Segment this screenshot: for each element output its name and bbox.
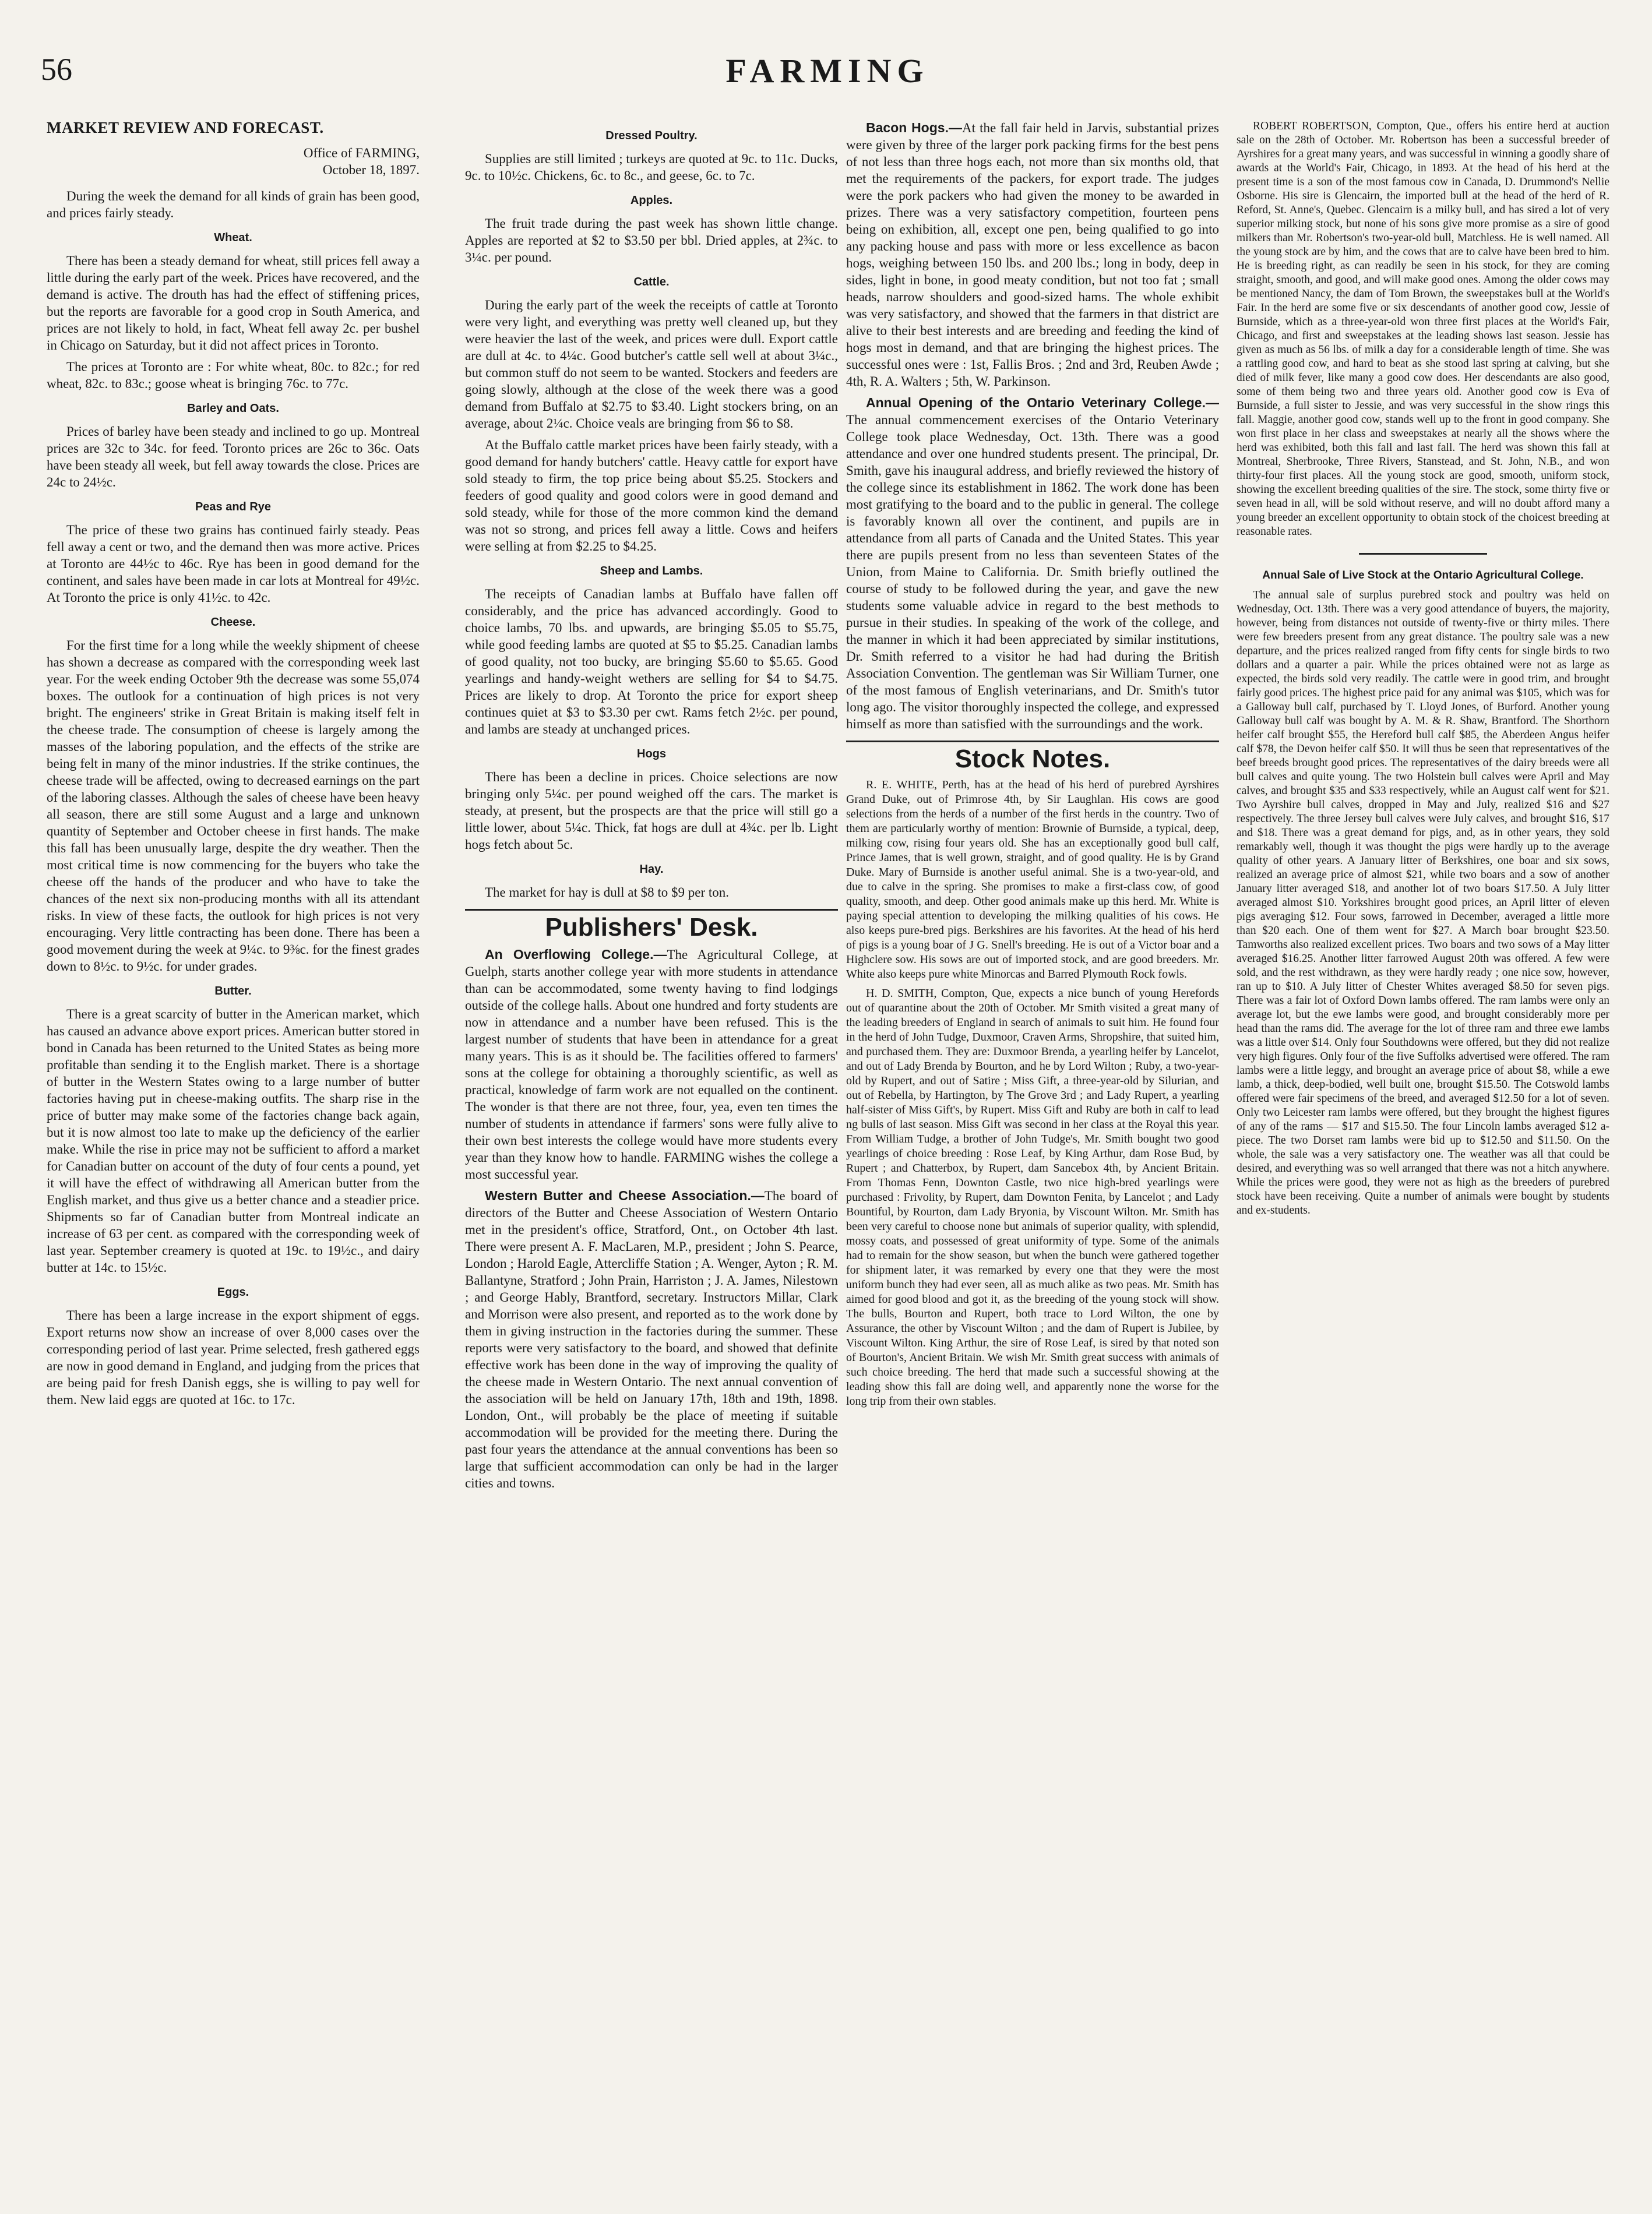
publishers-desk-title: Publishers' Desk. [545,913,758,942]
bacon-heading: Bacon Hogs.— [866,120,962,135]
column-1 [47,119,420,2194]
publication-title: FARMING [725,52,929,90]
hay-paragraph: The market for hay is dull at $8 to $9 per ton. [485,885,730,900]
butter-paragraph: There is a great scarcity of butter in the American market, which has caused an advance above export prices. American butter stored in bond in Canada has been returned to the United States as being more profitable than sending it to the English market. There is a shortage of butter in the Western States owing to a large number of butter factories having put in cheese-making outfits. The sharp rise in the price of butter may make some of the factories change back again, but it is now almost too late to make up the deficiency of the earlier make. While the rise in price may not be sufficient to afford a market for Canadian butter on account of the duty of four cents a pound, yet it will have the effect of withdrawing all American butter from the English market, and thus give us a better chance and a steadier price. Shipments so far of Canadian butter from Montreal indicate an increase of 63 per cent. as compared with the corresponding week of last year. September creamery is quoted at 19c. to 19½c., and dairy butter at 14c. to 15½c. [47,1007,420,1275]
cattle-heading: Cattle. [633,276,670,288]
poultry-heading: Dressed Poultry. [605,129,698,142]
hd-smith-note: H. D. SMITH, Compton, Que, expects a nice bunch of young Herefords out of quarantine about the 20th of October. Mr Smith visited a great many of the leading breeders of England in search of animals to suit him. He found four in the herd of John Tudge, Duxmoor, Craven Arms, Shropshire, that suited him, and purchased them. They are: Duxmoor Brenda, a yearling heifer by Lancelot, and out of Lady Brenda by Bourton, and he by Lord Wilton ; Ruby, a two-year-old by Rupert, and out of Satire ; Miss Gift, a three-year-old by Silurian, and out of Rebella, by Hartington, by The Grove 3rd ; and Lady Rupert, a yearling half-sister of Miss Gift's, by Rupert. Miss Gift and Ruby are both in calf to lead ng bulls of last season. Miss Gift was second in her class at the Royal this year. From William Tudge, a brother of John Tudge's, Mr. Smith bought two good yearlings of choice breeding : Rose Leaf, by King Arthur, dam Rose Bud, by Rupert ; and Chatterbox, by Rupert, dam Sancebox 4th, by Ancient Britain. From Thomas Fenn, Downton Castle, two nice high-bred yearlings were purchased : Frivolity, by Rupert, dam Downton Fenita, by Lancelot ; and Lady Bountiful, by Rourton, dam Lady Bryonia, by Viscount Wilton. Mr. Smith has been very careful to choose none but animals of superior quality, with splendid, mossy coats, and possessed of great uniformity of type. Some of the animals had to remain for the show season, but when the bunch were gathered together for shipment later, it was remarked by every one that they were the most uniform bunch they had ever seen, all as much alike as two peas. Mr. Smith has aimed for good blood and got it, as the breeding of the young stock will show. The bulls, Bourton and Rupert, both trace to Lord Wilton, the one by Assurance, the other by Viscount Wilton ; and the dam of Rupert is Jubilee, by Viscount Wilton. King Arthur, the sire of Rose Leaf, is sired by that noted son of Bourton's, Ancient Britain. We wish Mr. Smith great success with animals of such choice breeding. The herd that made such a successful showing at the leading show this fall are doing well, and apparently none the worse for the long trip from their own stables. [846,987,1219,1408]
eggs-heading: Eggs. [217,1286,249,1299]
sheep-paragraph: The receipts of Canadian lambs at Buffalo have fallen off considerably, and the price has advanced accordingly. Good to choice lambs, 70 lbs. and upwards, are bringing $5.05 to $5.75, while good feeding lambs are quoted at $5 to $5.25. Canadian lambs of good quality, not too bucky, are bringing $5.60 to $5.65. Good yearlings and handy-weight wethers are selling for $4 to $4.75. Prices are likely to drop. At Toronto the price for export sheep continues quiet at $3 to $3.30 per cwt. Rams fetch 2½c. per pound, and lambs are steady at unchanged prices. [465,587,838,736]
sale-heading: Annual Sale of Live Stock at the Ontario Agricultural College. [1262,569,1584,581]
wheat-paragraph: There has been a steady demand for wheat, still prices fell away a little during the early part of the week. Prices have recovered, and the demand is active. The drouth has had the effect of stiffening prices, but the reports are favorable for a good crop in South America, and prices are not likely to hold, in fact, Wheat fell away 2c. per bushel in Chicago on Saturday, but it did not affect prices in Toronto. [47,253,420,352]
butter-assoc-paragraph [465,1187,838,1492]
butter-heading: Butter. [214,985,252,997]
poultry-paragraph: Supplies are still limited ; turkeys are quoted at 9c. to 11c. Ducks, 9c. to 10½c. Chickens, 6c. to 8c., and geese, 6c. to 7c. [465,151,838,183]
college-paragraph [465,946,838,1183]
page-number: 56 [41,52,72,87]
date-line: October 18, 1897. [322,163,420,177]
butter-assoc-text: The board of directors of the Butter and Cheese Association of Western Ontario met in the president's office, Stratford, Ont., on October 4th last. There were present A. F. MacLaren, M.P., president ; John S. Pearce, London ; Harold Eagle, Attercliffe Station ; A. Wenger, Ayton ; R. M. Ballantyne, Stratford ; John Prain, Harriston ; J. A. James, Nilestown ; and George Hably, Brantford, secretary. Instructors Millar, Clark and Morrison were also present, and reported as to the work done by them in giving instruction in the factories during the summer. These reports were very satisfactory to the board, and showed that definite effective work has been done in the way of improving the quality of the cheese made in Western Ontario. The next annual convention of the association will be held on January 17th, 18th and 19th, 1898. London, Ont., will probably be the place of meeting if suitable accommodation will be provided for the meeting there. During the past four years the attendance at the annual conventions has been so large that sufficient accommodation can only be had in the larger cities and towns. [465,1189,838,1490]
cattle-paragraph: During the early part of the week the receipts of cattle at Toronto were very light, and everything was pretty well cleaned up, but they were heavier the last of the week, and prices were dull. Export cattle are dull at 4c. to 4¼c. Good butcher's cattle sell well at about 3¼c., but common stuff do not seem to be wanted. Stockers and feeders are going slowly, although at the close of the week there was a good demand from Buffalo at $2.75 to $3.40. Light stockers bring, on an average, about 2¼c. Choice veals are bringing from $6 to $8. [465,298,838,431]
column-3 [846,119,1219,2194]
peas-paragraph: The price of these two grains has continued fairly steady. Peas fell away a cent or two, and the demand then was more active. Prices at Toronto are 44½c to 46c. Rye has been in good demand for the continent, and sales have been made in car lots at Montreal for 49½c. At Toronto the price is only 41½c. to 42c. [47,523,420,605]
bacon-text: At the fall fair held in Jarvis, substantial prizes were given by three of the larger pork packing firms for the best pens of not less than three hogs each, not more than six months old, that met the requirements of the packers, for export trade. The judges were the pork packers who had given the money to be awarded in prizes. There was a very satisfactory competition, fourteen pens being on exhibition, all, except one pen, being qualified to go into any packing house and pass with more or less excellence as bacon hogs, weighing between 150 lbs. and 200 lbs.; long in body, deep in sides, light in bone, in good meaty condition, but not too fat ; small heads, narrow shoulders and good-sized hams. The whole exhibit was very satisfactory, and showed that the farmers in that district are alive to their best interests and are breeding and feeding the kind of hogs most in demand, and that are bringing the highest prices. The successful ones were : 1st, Fallis Bros. ; 2nd and 3rd, Reuben Awde ; 4th, R. A. Walters ; 5th, W. Parkinson. [846,121,1219,389]
sale-paragraph: The annual sale of surplus purebred stock and poultry was held on Wednesday, Oct. 13th. There was a very good attendance of buyers, the majority, however, being from distances not outside of twenty-five or thirty miles. There were few breeders present from any great distance. The poultry sale was a new departure, and the prices realized ranged from fifty cents for single birds to two dollars and a quarter a pair. While the prices obtained were not as large as expected, the birds sold very readily. The cattle were in good trim, and brought fairly good prices. The highest price paid for any animal was $105, which was for a Galloway bull calf, purchased by T. Lloyd Jones, of Burford. Another young Galloway bull calf was bought by A. M. & R. Shaw, Brantford. The Shorthorn heifer calf brought $55, the Hereford bull calf $85, the Aberdeen Angus heifer calf $78, the Devon heifer calf $50. It will thus be seen that representatives of the beef breeds brought good prices. The representatives of the dairy breeds were all bull calves and quite young. The two Holstein bull calves were April and May calves, and brought $35 and $33 respectively, while an August calf went for $21. Two Ayrshire bull calves, dropped in May and July, realized $16 and $27 respectively. The three Jersey bull calves were July calves, and brought $16, $17 and $18. There was a great demand for pigs, and, as in other years, they sold remarkably well, though it was thought the pigs were hardly up to the average quality of other years. A January litter of Berkshires, one boar and six sows, realized an average price of almost $21, while two boars and a sow of another January litter averaged $18, and another lot of two boars $17.50. A July litter averaged almost $10. Yorkshires brought good prices, an April litter of eleven pigs averaging $12. Four sows, farrowed in December, averaged a little more than $20 each. One of them went for $27. A March boar brought $23.50. Tamworths also realized excellent prices. Two boars and two sows of a May litter averaged $16.25. Another litter farrowed August 20th was offered. A few were sold, and the rest withdrawn, as they were hardly ready ; one nice sow, however, ran up to $10. A July litter of Chester Whites averaged $8.50 for seven pigs. There was a fair lot of Oxford Down lambs offered. The ram lambs were only an average lot, but the ewe lambs were good, and brought considerably more per head than the rams did. The average for the lot of three ram and three ewe lambs was a little over $14. Only four Southdowns were offered, but they did not realize very high figures. Only four of the five Suffolks advertised were offered. The ram lambs were a little leggy, and brought an average price of about $8, while a ewe lamb, a thick, deep-bodied, well built one, brought $15.50. The Cotswold lambs offered were fair specimens of the breed, and averaged $12.50 for a lot of seven. Only two Leicester ram lambs were offered, but they brought the highest figures of any of the rams — $17 and $15.50. The four Lincoln lambs averaged $12 a-piece. The two Dorset ram lambs were bid up to $12.50 and $11.50. On the whole, the sale was a very satisfactory one. The weather was all that could be desired, and everything was so well arranged that there was not a hitch anywhere. While the prices were good, they were not as high as the breeders of purebred stock have been receiving. Quite a number of animals were bought by students and ex-students. [1237,589,1609,1217]
vet-text: The annual commencement exercises of the Ontario Veterinary College took place Wednesday, Oct. 13th. There was a good attendance and over one hundred students present. The principal, Dr. Smith, gave his inaugural address, and briefly reviewed the history of the college since its establishment in 1862. The work done has been most gratifying to the board and to the public in general. The college is favorably known all over the continent, and pupils are in attendance from all parts of Canada and the United States. This year there are pupils present from no less than seventeen States of the Union, from Maine to California. Dr. Smith briefly outlined the course of study to be followed during the year, and gave the new students some valuable advice in regard to the best methods to pursue in their studies. In speaking of the work of the college, and the manner in which it had been appreciated by similar institutions, Dr. Smith referred to a visitor he had had during the British Association Convention. The gentleman was Sir William Turner, one of the most famous of English veterinarians, and Dr. Smith's tutor long ago. The visitor thoroughly inspected the college, and expressed himself as more than satisfied with the surroundings and the work. [846,413,1219,731]
barley-heading: Barley and Oats. [187,402,279,415]
peas-heading: Peas and Rye [195,500,272,513]
section-rule [465,909,838,911]
vet-paragraph [846,394,1219,732]
sheep-heading: Sheep and Lambs. [600,565,703,577]
white-note: R. E. WHITE, Perth, has at the head of his herd of purebred Ayrshires Grand Duke, out of Primrose 4th, by Sir Laughlan. His cows are good selections from the herds of a number of the first herds in the country. Two of them are particularly worthy of mention: Brownie of Burnside, a typical, deep, milking cow, rising four years old. She has an exceptionally good bull calf, Prince James, that is well grown, straight, and of good quality. He is by Grand Duke. Mary of Burnside is another useful animal. She is a two-year-old, and due to calve in the spring. She promises to make a first-class cow, of good quality, smooth, and deep. Other good animals make up this herd. Mr. White is paying special attention to developing the milking qualities of his cows. He also keeps pure-bred pigs. Berkshires are his favorites. At the head of his herd of pigs is a young boar of J G. Snell's breeding. He is out of a Victor boar and a Highclere sow. His sows are out of imported stock, and are good breeders. Mr. White also keeps pure white Minorcas and Barred Plymouth Rock fowls. [846,778,1219,981]
barley-paragraph: Prices of barley have been steady and inclined to go up. Montreal prices are 32c to 34c. for feed. Toronto prices are 26c to 36c. Oats have been steady all week, but fell away towards the close. Prices are 24c to 24½c. [47,424,420,489]
college-text: The Agricultural College, at Guelph, starts another college year with more students in attendance than can be accommodated, some twenty having to find lodgings outside of the college halls. About one hundred and forty students are now in attendance and a number have been refused. This is the largest number of students that have been in attendance for a great many years. This is as it should be. The facilities offered to farmers' sons at the college for obtaining a thoroughly scientific, as well as practical, knowledge of farm work are not equalled on the continent. The wonder is that there are not three, four, yea, even ten times the number of students in attendance if farmers' sons were fully alive to their own best interests the college would have more students every year than they know how to handle. FARMING wishes the college a most successful year. [465,947,838,1182]
column-4 [1237,119,1609,2194]
dateline [47,144,420,178]
section-rule-2 [846,741,1219,742]
office-line: Office of FARMING, [303,146,420,160]
vet-heading: Annual Opening of the Ontario Veterinary College.— [866,395,1219,410]
hogs-paragraph: There has been a decline in prices. Choice selections are now bringing only 5¼c. per pound weighed off the cars. The market is steady, at present, but the prospects are that the price will still go a little lower, about 5¼c. Thick, fat hogs are dull at 4¾c. per lb. Light hogs fetch about 5c. [465,770,838,852]
apples-heading: Apples. [630,194,673,207]
bacon-paragraph [846,119,1219,390]
column-2 [465,119,838,2194]
college-heading: An Overflowing College.— [485,947,667,962]
page-header [41,51,1614,98]
market-intro: During the week the demand for all kinds of grain has been good, and prices fairly steady. [47,189,420,220]
hay-heading: Hay. [639,863,664,876]
market-review-title: MARKET REVIEW AND FORECAST. [47,119,324,136]
short-rule [1359,553,1487,555]
cheese-heading: Cheese. [210,616,256,629]
butter-assoc-heading: Western Butter and Cheese Association.— [485,1188,765,1203]
robertson-note: ROBERT ROBERTSON, Compton, Que., offers his entire herd at auction sale on the 28th of October. Mr. Robertson has been a successful breeder of Ayrshires for a great many years, and was successful in winning a goodly share of awards at the World's Fair, Chicago, in 1893. At the head of his herd at the present time is a son of the most famous cow in Canada, D. Drummond's Nellie Osborne. His sire is Glencairn, the imported bull at the head of the herd of R. Reford, St. Anne's, Quebec. Glencairn is a milky bull, and has sired a lot of very superior milking stock, but none of his sons give more promise as a sire of good milkers than Mr. Robertson's two-year-old bull, Matchless. He is well named. All the young stock are by him, and the cows that are to calve have been bred to him. He is breeding right, as can readily be seen in his stock, for they are coming straight, smooth, and good, and will make good ones. Among the older cows may be mentioned Nancy, the dam of Tom Brown, the sweepstakes bull at the World's Fair. In the herd are some five or six descendants of another good cow, Jessie of Burnside, which as a three-year-old won three first places at the World's Fair, Chicago, and first and sweepstakes at the leading shows last season. Jessie has given as much as 56 lbs. of milk a day for a considerable length of time. She was a rattling good cow, and hard to beat as she stood last spring at calving, but she died of milk fever, like many a good cow does. Her descendants are also good, some of them being two and three years old. Another good cow is Eva of Burnside, a full sister to Jessie, and was very successful in the show rings this fall. Maggie, another good cow, stands well up to the front in good company. She won first place in her class and sweepstakes at nearly all the shows where the herd was exhibited, both this fall and last fall. The herd was shown this fall at Montreal, Sherbrooke, Three Rivers, Stanstead, and St. John, N.B., and won thirty-four first places. All the young stock are good, smooth, uniform stock, showing the excellent breeding qualities of the sire. The stock, some thirty five or seven head in all, will be sold without reserve, and will no doubt afford many a young breeder an excellent opportunity to obtain stock of the choicest breeding at reasonable rates. [1237,120,1609,538]
eggs-paragraph: There has been a large increase in the export shipment of eggs. Export returns now show an increase of over 8,000 cases over the corresponding period of last year. Prime selected, fresh gathered eggs are now in good demand in England, and judging from the prices that are being paid for fresh Danish eggs, she is willing to pay well for them. New laid eggs are quoted at 16c. to 17c. [47,1308,420,1407]
cattle-buffalo-paragraph: At the Buffalo cattle market prices have been fairly steady, with a good demand for handy butchers' cattle. Heavy cattle for export have sold steady to firm, the top price being about $5.25. Stockers and feeders of good quality and good colors were in good demand and sold steady, while for those of the more common kind the demand was not so strong, and prices fell away a little. Cows and heifers were selling at from $2.25 to $4.25. [465,438,838,554]
stock-notes-title: Stock Notes. [954,745,1111,773]
wheat-prices: The prices at Toronto are : For white wheat, 80c. to 82c.; for red wheat, 82c. to 83c.; goose wheat is bringing 76c. to 77c. [47,359,420,391]
cheese-paragraph: For the first time for a long while the weekly shipment of cheese has shown a decrease as compared with the corresponding week last year. For the week ending October 9th the decrease was some 55,074 boxes. The outlook for a continuation of high prices is not very bright. The engineers' strike in Great Britain is making itself felt in the cheese trade. The consumption of cheese is largely among the masses of the laboring population, and the effects of the strike are being felt in many of the minor industries. If the strike continues, the cheese trade will be affected, owing to decreased earnings on the part of the laboring classes. Although the sales of cheese have been heavy all season, there are still some August and a large and unknown quantity of September and October cheese in first hands. The make this fall has been unusually large, despite the dry weather. Then the most critical time is now commencing for the buyers who take the cheese off the hands of the producer and who have to take the chances of the next six non-producing months with all its attendant risks. In view of these facts, the outlook for high prices is not very encouraging. Very little contracting has been done. There has been a good movement during the week at 9¼c. to 9⅜c. for the finest grades down to 8½c. to 9½c. for under grades. [47,638,420,974]
wheat-heading: Wheat. [214,231,252,244]
hogs-heading: Hogs [637,748,666,760]
apples-paragraph: The fruit trade during the past week has shown little change. Apples are reported at $2 to $3.50 per bbl. Dried apples, at 2¾c. to 3¼c. per pound. [465,216,838,265]
